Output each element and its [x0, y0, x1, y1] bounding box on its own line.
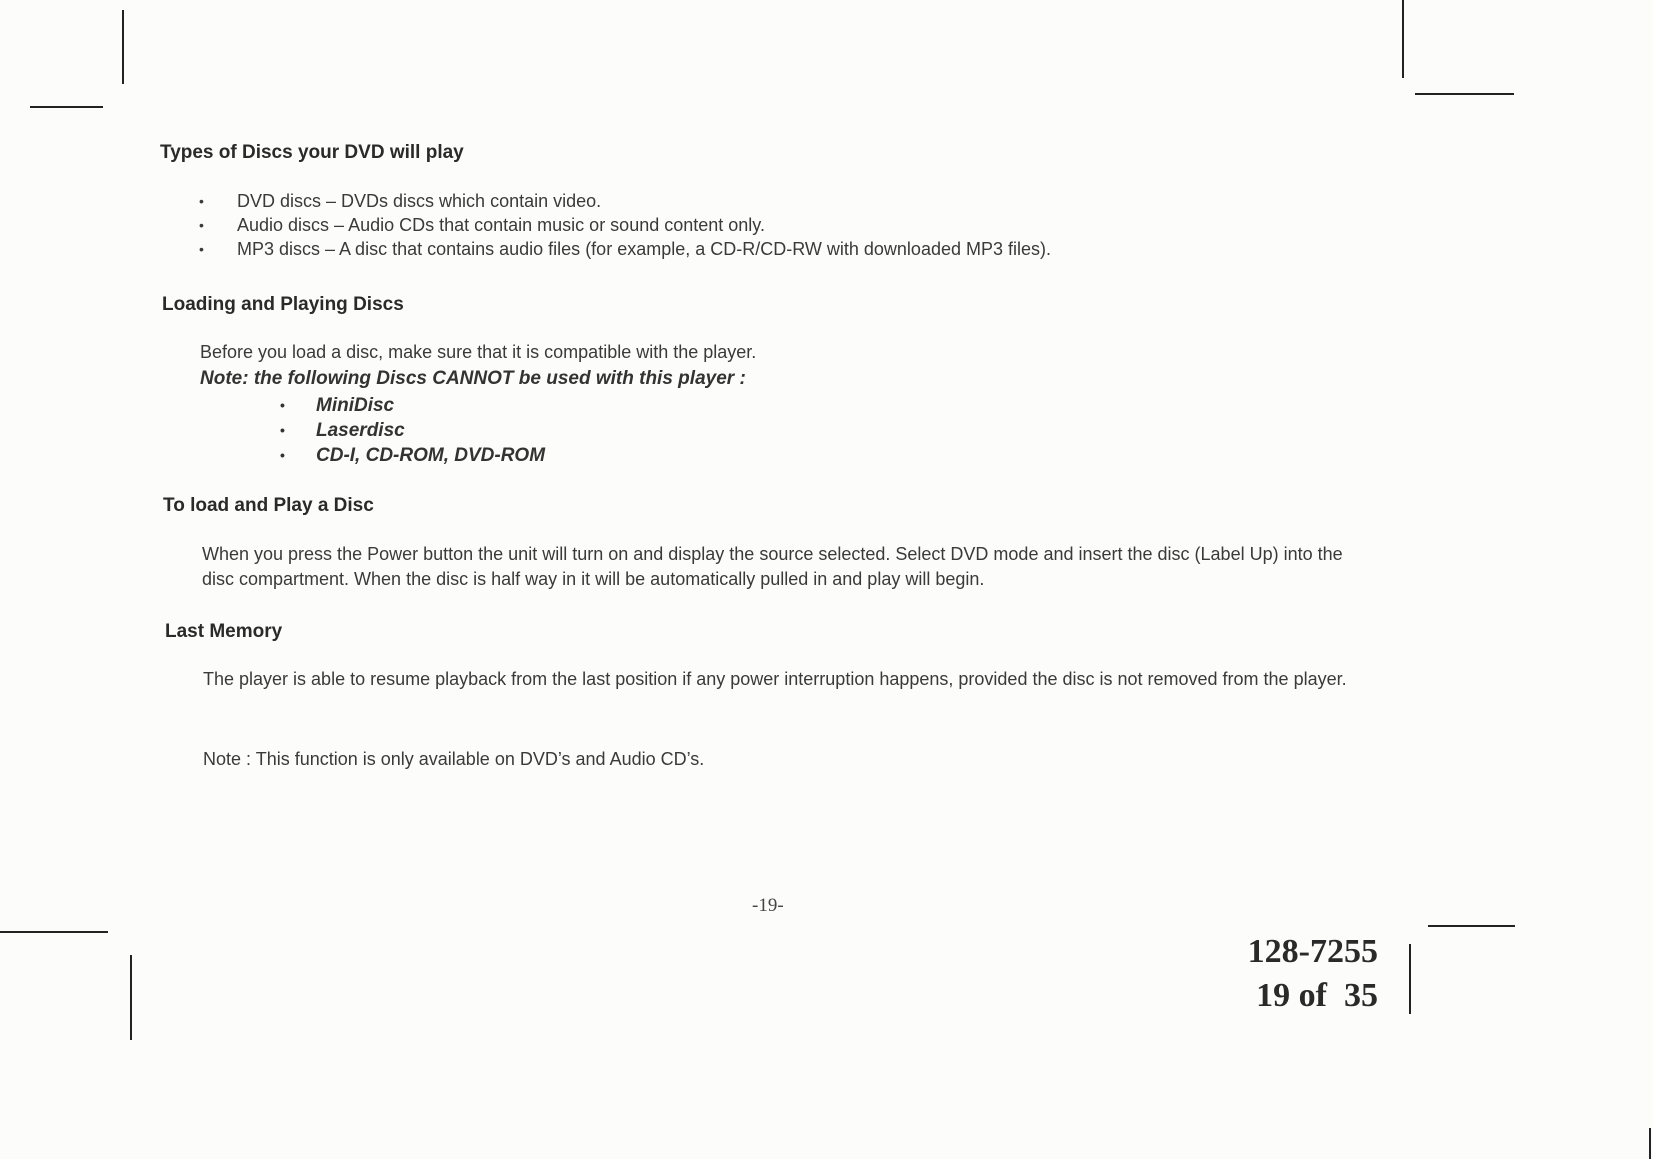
- bullet-icon: •: [280, 397, 285, 413]
- crop-mark: [1428, 925, 1515, 927]
- crop-mark: [0, 931, 108, 933]
- last-memory-note: Note : This function is only available on DVD’s and Audio CD’s.: [203, 749, 705, 769]
- list-item: • Laserdisc: [280, 420, 405, 441]
- section-heading-loading: Loading and Playing Discs: [162, 294, 404, 315]
- bullet-icon: •: [199, 217, 204, 233]
- section-heading-load-play: To load and Play a Disc: [163, 495, 374, 516]
- last-memory-text: The player is able to resume playback from the last position if any power interruption happens, provided the disc is not removed from the player.: [203, 669, 1347, 689]
- list-item: • MiniDisc: [280, 395, 395, 416]
- section-heading-last-memory: Last Memory: [165, 621, 283, 642]
- crop-mark: [130, 955, 132, 1040]
- page-number: -19-: [752, 895, 784, 916]
- doc-number: 128-7255: [1247, 933, 1378, 970]
- page-of-total: 19 of 35: [1256, 977, 1378, 1014]
- list-item: • MP3 discs – A disc that contains audio files (for example, a CD-R/CD-RW with downloaded MP3 files).: [199, 239, 1051, 259]
- bullet-icon: •: [199, 193, 204, 209]
- disc-types-list: [199, 189, 1051, 261]
- list-item: • CD-I, CD-ROM, DVD-ROM: [280, 445, 546, 466]
- loading-intro: Before you load a disc, make sure that it is compatible with the player.: [200, 342, 757, 362]
- crop-mark: [122, 10, 124, 84]
- incompatible-note: Note: the following Discs CANNOT be used with this player :: [200, 368, 746, 389]
- bullet-icon: •: [280, 447, 285, 463]
- bullet-icon: •: [199, 241, 204, 257]
- list-item: • Audio discs – Audio CDs that contain music or sound content only.: [199, 215, 765, 235]
- crop-mark: [1415, 93, 1514, 95]
- bullet-icon: •: [280, 422, 285, 438]
- crop-mark: [1409, 944, 1411, 1014]
- crop-mark: [1402, 0, 1404, 78]
- list-item: • DVD discs – DVDs discs which contain video.: [199, 191, 602, 211]
- document-id: [1180, 930, 1378, 1018]
- section-heading-disc-types: Types of Discs your DVD will play: [160, 142, 464, 163]
- crop-mark: [30, 106, 103, 108]
- incompatible-discs-list: [280, 393, 546, 468]
- load-play-text: When you press the Power button the unit will turn on and display the source selected. Select DVD mode and insert the disc (Label Up) into the disc compartment. When the disc is half way in it will be automatically pulled in and play will begin.: [202, 544, 1343, 589]
- crop-mark: [1649, 1128, 1651, 1159]
